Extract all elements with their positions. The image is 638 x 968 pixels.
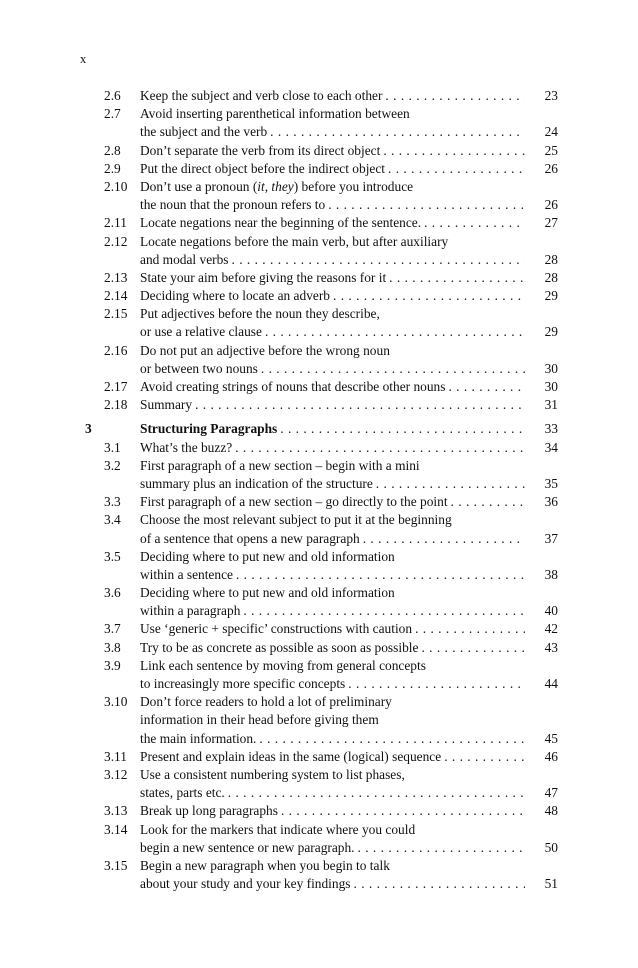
entry-title: to increasingly more specific concepts [140,676,346,691]
entry-title: Avoid creating strings of nouns that describe other nouns [140,379,446,394]
toc-line [0,378,638,396]
toc-line [0,396,638,414]
page-ref: 30 [544,360,558,376]
page-ref: 25 [544,142,558,158]
toc-entry [0,821,638,857]
toc-entry [0,748,638,766]
entry-title: the main information. [140,730,257,746]
page-ref: 47 [544,785,558,801]
toc-line [0,214,638,232]
chapter-entry [0,420,638,438]
toc-line [0,493,638,511]
toc-line [0,323,638,341]
entry-title-with-leader [140,493,525,511]
section-number: 2.17 [104,379,128,394]
toc-entry [0,457,638,493]
toc-entry [0,857,638,893]
page-ref: 34 [544,439,558,455]
entry-title: Put the direct object before the indirect object [140,160,386,176]
toc-line [0,233,638,251]
toc-entry [0,378,638,396]
entry-title-with-leader [140,802,525,820]
dot-leader [355,839,525,857]
entry-title: states, parts etc. [140,785,225,801]
entry-title-with-leader [140,639,525,657]
section-number: 3.7 [104,621,121,637]
toc-line [0,420,638,438]
page-ref: 26 [544,197,558,213]
toc-line [0,123,638,141]
dot-leader [351,875,525,893]
toc-line [0,548,638,566]
entry-title: or use a relative clause [140,324,262,340]
toc-line [0,730,638,748]
entry-title: Present and explain ideas in the same (logical) sequence [140,748,442,764]
page-ref: 46 [544,748,558,764]
page-ref: 35 [544,475,558,491]
toc-line [0,675,638,693]
entry-title: Begin a new paragraph when you begin to talk [140,857,390,873]
dot-leader [278,802,525,820]
toc-line [0,511,638,529]
entry-title-with-leader [140,196,525,214]
toc-line [0,142,638,160]
entry-title: Use ‘generic + specific’ constructions with caution [140,621,413,637]
entry-title: Don’t use a pronoun (it, they) before you introduce [140,178,414,194]
section-number: 2.9 [104,160,121,176]
entry-title: Deciding where to put new and old information [140,585,395,601]
toc-entry [0,439,638,457]
entry-title: Look for the markers that indicate where you could [140,821,416,837]
dot-leader [233,566,525,584]
dot-leader [448,493,525,511]
entry-title: Avoid inserting parenthetical information between [140,106,410,122]
toc-line [0,602,638,620]
toc-line [0,711,638,729]
entry-title-with-leader [140,439,525,457]
entry-title-with-leader [140,784,525,802]
page-ref: 27 [544,215,558,231]
toc-entry [0,802,638,820]
toc-entry [0,342,638,378]
dot-leader [325,196,525,214]
entry-title: within a paragraph [140,603,241,619]
dot-leader [229,251,525,269]
section-number: 3.2 [104,457,121,473]
toc-line [0,269,638,287]
toc-line [0,305,638,323]
toc-line [0,360,638,378]
toc-line [0,457,638,475]
toc-entry [0,584,638,620]
entry-title: and modal verbs [140,251,229,267]
dot-leader [385,160,525,178]
dot-leader [277,420,525,438]
entry-title: First paragraph of a new section – begin with a mini [140,457,420,473]
toc-entry [0,693,638,748]
dot-leader [441,748,525,766]
page-ref: 50 [544,839,558,855]
page-ref: 44 [544,676,558,691]
entry-title: Locate negations near the beginning of the sentence. [140,215,422,231]
entry-title: begin a new sentence or new paragraph. [140,839,355,855]
entry-title: Don’t separate the verb from its direct object [140,142,381,158]
entry-title-with-leader [140,323,525,341]
page-ref: 33 [544,421,558,437]
entry-title: information in their head before giving them [140,712,379,728]
page-ref: 42 [544,621,558,637]
entry-title: Summary [140,397,193,413]
toc-line [0,439,638,457]
page-ref: 23 [544,88,558,103]
dot-leader [262,323,525,341]
entry-title: Keep the subject and verb close to each other [140,88,383,103]
entry-title: Structuring Paragraphs [140,421,278,437]
dot-leader [267,123,525,141]
toc-entry [0,657,638,693]
toc-line [0,693,638,711]
entry-title: summary plus an indication of the structure [140,475,373,491]
toc-line [0,105,638,123]
entry-title-with-leader [140,566,525,584]
toc-entry [0,287,638,305]
page-ref: 28 [544,251,558,267]
toc-line [0,802,638,820]
toc-entry [0,87,638,105]
entry-title: Locate negations before the main verb, but after auxiliary [140,233,449,249]
page-ref: 45 [544,730,558,746]
entry-title-with-leader [140,475,525,493]
toc-line [0,639,638,657]
toc-entry [0,511,638,547]
section-number: 3 [85,421,92,437]
entry-title: Deciding where to locate an adverb [140,288,330,304]
toc-entry [0,305,638,341]
entry-title-with-leader [140,748,525,766]
toc-entry [0,548,638,584]
table-of-contents [0,87,638,893]
toc-line [0,196,638,214]
entry-title-with-leader [140,602,525,620]
section-number: 3.9 [104,657,121,673]
entry-title-with-leader [140,287,525,305]
page-ref: 29 [544,288,558,304]
toc-line [0,857,638,875]
toc-line [0,584,638,602]
toc-line [0,160,638,178]
toc-entry [0,233,638,269]
entry-title: Choose the most relevant subject to put it at the beginning [140,512,452,528]
entry-title-with-leader [140,396,525,414]
section-number: 3.15 [104,857,128,873]
toc-entry [0,493,638,511]
entry-title: Link each sentence by moving from general concepts [140,657,426,673]
entry-title-with-leader [140,87,525,105]
dot-leader [418,639,525,657]
entry-title: State your aim before giving the reasons for it [140,269,387,285]
toc-line [0,342,638,360]
section-number: 3.13 [104,803,128,819]
page-ref: 28 [544,269,558,285]
page-ref: 51 [544,876,558,892]
dot-leader [445,378,525,396]
entry-title-with-leader [140,839,525,857]
section-number: 3.8 [104,639,121,655]
dot-leader [256,730,525,748]
page-ref: 38 [544,566,558,582]
toc-line [0,657,638,675]
toc-line [0,839,638,857]
entry-title-with-leader [140,214,525,232]
page-ref: 36 [544,494,558,510]
toc-entry [0,766,638,802]
page-number: x [80,52,87,66]
entry-title-with-leader [140,142,525,160]
section-number: 3.14 [104,821,128,837]
entry-title: Use a consistent numbering system to list phases, [140,766,405,782]
page-ref: 37 [544,530,558,546]
dot-leader [232,439,525,457]
page-ref: 40 [544,603,558,619]
entry-title: Deciding where to put new and old information [140,548,395,564]
entry-title-with-leader [140,378,525,396]
entry-title-with-leader [140,360,525,378]
entry-title-with-leader [140,620,525,638]
dot-leader [373,475,525,493]
dot-leader [225,784,525,802]
section-number: 3.12 [104,766,128,782]
page-ref: 26 [544,160,558,176]
entry-title: First paragraph of a new section – go directly to the point [140,494,448,510]
section-number: 2.12 [104,233,128,249]
section-number: 3.4 [104,512,121,528]
toc-entry [0,142,638,160]
toc-entry [0,105,638,141]
toc-line [0,875,638,893]
page-ref: 29 [544,324,558,340]
section-number: 3.6 [104,585,121,601]
dot-leader [240,602,525,620]
entry-title-with-leader [140,420,525,438]
dot-leader [386,269,525,287]
toc-line [0,178,638,196]
page-ref: 31 [544,397,558,413]
toc-line [0,87,638,105]
entry-title-with-leader [140,530,525,548]
section-number: 3.5 [104,548,121,564]
toc-line [0,821,638,839]
toc-line [0,766,638,784]
section-number: 2.15 [104,306,128,322]
toc-entry [0,160,638,178]
toc-entry [0,620,638,638]
dot-leader [258,360,525,378]
section-number: 2.16 [104,342,128,358]
entry-title-with-leader [140,160,525,178]
entry-title: Do not put an adjective before the wrong noun [140,342,390,358]
dot-leader [330,287,525,305]
section-number: 2.10 [104,178,128,194]
entry-title-with-leader [140,730,525,748]
entry-title: Try to be as concrete as possible as soon as possible [140,639,419,655]
toc-entry [0,214,638,232]
dot-leader [192,396,525,414]
section-number: 2.8 [104,142,121,158]
page-ref: 24 [544,124,558,140]
section-number: 2.7 [104,106,121,122]
entry-title: or between two nouns [140,360,258,376]
entry-title: of a sentence that opens a new paragraph [140,530,360,546]
entry-title: the noun that the pronoun refers to [140,197,326,213]
entry-title-with-leader [140,875,525,893]
page-ref: 43 [544,639,558,655]
entry-title-with-leader [140,123,525,141]
section-number: 2.13 [104,269,128,285]
section-number: 3.10 [104,694,128,710]
dot-leader [421,214,525,232]
section-number: 2.11 [104,215,127,231]
section-number: 3.11 [104,748,127,764]
section-number: 3.3 [104,494,121,510]
entry-title: What’s the buzz? [140,439,233,455]
toc-entry [0,269,638,287]
toc-line [0,475,638,493]
dot-leader [382,87,525,105]
dot-leader [345,675,525,693]
toc-line [0,566,638,584]
toc-line [0,784,638,802]
section-number: 2.6 [104,88,121,103]
entry-title: Don’t force readers to hold a lot of preliminary [140,694,392,710]
section-number: 2.14 [104,288,128,304]
entry-title: about your study and your key findings [140,876,351,892]
dot-leader [380,142,525,160]
toc-line [0,530,638,548]
entry-title: Put adjectives before the noun they describe, [140,306,380,322]
dot-leader [360,530,525,548]
entry-title: within a sentence [140,566,233,582]
entry-title: Break up long paragraphs [140,803,278,819]
toc-line [0,748,638,766]
toc-entry [0,639,638,657]
toc-line [0,287,638,305]
entry-title-with-leader [140,269,525,287]
section-number: 3.1 [104,439,121,455]
page-ref: 30 [544,379,558,394]
entry-title-with-leader [140,251,525,269]
toc-entry [0,178,638,214]
toc-line [0,620,638,638]
entry-title: the subject and the verb [140,124,268,140]
entry-title-with-leader [140,675,525,693]
section-number: 2.18 [104,397,128,413]
toc-entry [0,396,638,414]
toc-line [0,251,638,269]
dot-leader [412,620,525,638]
page-ref: 48 [544,803,558,819]
